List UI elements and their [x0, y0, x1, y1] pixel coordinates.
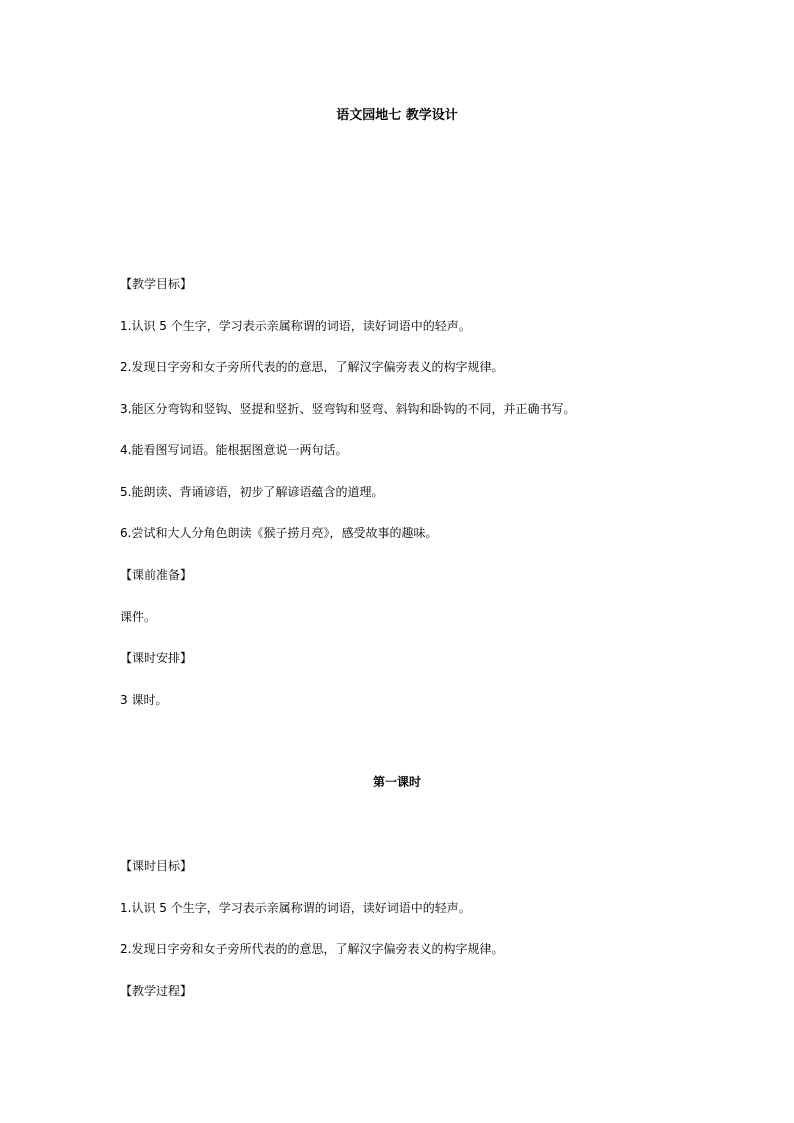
- lesson1-process-heading: 【教学过程】: [120, 984, 193, 998]
- lesson1-objectives-heading: 【课时目标】: [120, 859, 193, 873]
- schedule-heading: 【课时安排】: [120, 651, 193, 665]
- objective-item-5: 5.能朗读、背诵谚语，初步了解谚语蕴含的道理。: [120, 485, 384, 499]
- lesson1-objective-item-2: 2.发现日字旁和女子旁所代表的的意思，了解汉字偏旁表义的构字规律。: [120, 942, 504, 956]
- schedule-text: 3 课时。: [120, 693, 168, 707]
- preparation-text: 课件。: [120, 610, 157, 624]
- lesson1-objective-item-1: 1.认识 5 个生字，学习表示亲属称谓的词语，读好词语中的轻声。: [120, 901, 471, 915]
- objective-item-4: 4.能看图写词语。能根据图意说一两句话。: [120, 443, 348, 457]
- preparation-heading: 【课前准备】: [120, 568, 193, 582]
- objective-item-3: 3.能区分弯钩和竖钩、竖提和竖折、竖弯钩和竖弯、斜钩和卧钩的不同，并正确书写。: [120, 402, 576, 416]
- objective-item-1: 1.认识 5 个生字，学习表示亲属称谓的词语，读好词语中的轻声。: [120, 319, 471, 333]
- objective-item-2: 2.发现日字旁和女子旁所代表的的意思，了解汉字偏旁表义的构字规律。: [120, 360, 504, 374]
- objective-item-6: 6.尝试和大人分角色朗读《猴子捞月亮》，感受故事的趣味。: [120, 526, 438, 540]
- lesson1-title: 第一课时: [372, 775, 421, 789]
- objectives-heading: 【教学目标】: [120, 277, 193, 291]
- document-title: 语文园地七 教学设计: [336, 108, 458, 123]
